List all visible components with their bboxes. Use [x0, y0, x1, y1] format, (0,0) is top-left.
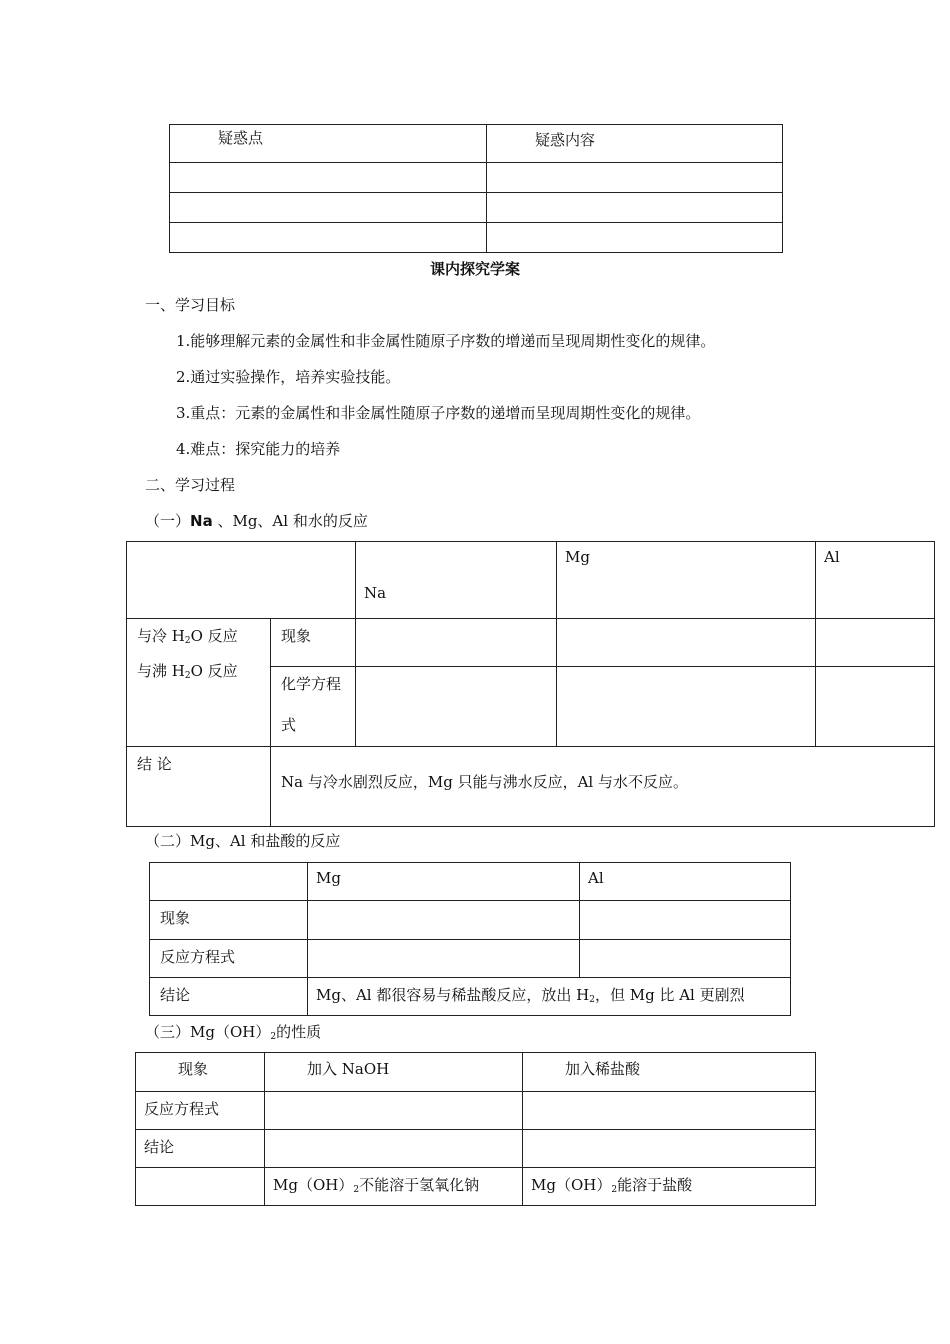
- naoh-equation-cell[interactable]: [265, 1092, 523, 1130]
- naoh-result-cell: [265, 1168, 523, 1206]
- al-equation-cell[interactable]: [816, 667, 935, 747]
- hcl-result-sub: 2: [611, 1185, 618, 1195]
- header-hcl: [523, 1053, 816, 1092]
- doubt-point-header: [170, 125, 487, 163]
- conclusion-text-cell: [271, 747, 935, 827]
- row-cold-water: [127, 619, 270, 646]
- part3-heading-post: 的性质: [276, 1023, 322, 1041]
- hcl-result-post: 能溶于盐酸: [617, 1176, 693, 1194]
- conclusion-text-sub: 2: [589, 995, 595, 1005]
- mg-equation-cell[interactable]: [308, 940, 580, 978]
- conclusion-text: [308, 978, 790, 1005]
- conclusion-label-cell: [136, 1130, 265, 1168]
- naoh-result: [265, 1168, 522, 1195]
- naoh-result-post: 不能溶于氢氧化钠: [359, 1176, 480, 1194]
- conclusion-text: Na 与冷水剧烈反应，Mg 只能与沸水反应，Al 与水不反应。: [281, 773, 688, 791]
- equation-label-cell: [150, 940, 308, 978]
- doubt-cell[interactable]: [487, 223, 783, 253]
- header-na: [356, 542, 557, 619]
- equation-label-cell: [271, 667, 356, 747]
- header-hcl-label: 加入稀盐酸: [565, 1060, 641, 1078]
- conclusion-text-post: ，但 Mg 比 Al 更剧烈: [594, 986, 745, 1004]
- conclusion-text-pre: Mg、Al 都很容易与稀盐酸反应，放出 H: [316, 986, 590, 1004]
- row-boil-water: [127, 646, 270, 681]
- header-naoh: [265, 1053, 523, 1092]
- conclusion-label: 结论: [144, 1138, 175, 1156]
- naoh-conclusion-cell[interactable]: [265, 1130, 523, 1168]
- phenomenon-label: 现象: [160, 909, 191, 927]
- part1-heading-na: Na: [190, 512, 213, 530]
- doubt-point-label: 疑惑点: [218, 129, 264, 147]
- equation-label: 反应方程式: [160, 948, 236, 966]
- al-phenomenon-cell[interactable]: [580, 901, 791, 940]
- na-equation-cell[interactable]: [356, 667, 557, 747]
- objective-item: 2.通过实验操作，培养实验技能。: [176, 368, 401, 386]
- hcl-result: [523, 1168, 815, 1195]
- al-phenomenon-cell[interactable]: [816, 619, 935, 667]
- naoh-result-sub: 2: [353, 1185, 360, 1195]
- objective-item: 3.重点：元素的金属性和非金属性随原子序数的递增而呈现周期性变化的规律。: [176, 404, 701, 422]
- mg-phenomenon-cell[interactable]: [308, 901, 580, 940]
- phenomenon-header-cell: [136, 1053, 265, 1092]
- objectives-heading: 一、学习目标: [145, 296, 236, 314]
- header-naoh-label: 加入 NaOH: [307, 1060, 390, 1078]
- part3-heading-sub: 2: [270, 1032, 277, 1042]
- conclusion-label-cell: [150, 978, 308, 1016]
- equation-label-cell: [136, 1092, 265, 1130]
- phenomenon-header: 现象: [178, 1060, 209, 1078]
- phenomenon-label-cell: [150, 901, 308, 940]
- objective-item: 1.能够理解元素的金属性和非金属性随原子序数的增递而呈现周期性变化的规律。: [176, 332, 716, 350]
- doubt-cell[interactable]: [487, 193, 783, 223]
- doubt-cell[interactable]: [170, 193, 487, 223]
- header-mg: [557, 542, 816, 619]
- header-mg-label: Mg: [316, 869, 341, 887]
- part1-heading: [145, 510, 368, 531]
- blank-label-cell: [136, 1168, 265, 1206]
- hcl-equation-cell[interactable]: [523, 1092, 816, 1130]
- row-boil-end: O 反应: [190, 662, 238, 680]
- al-equation-cell[interactable]: [580, 940, 791, 978]
- corner-cell: [150, 863, 308, 901]
- header-al: [580, 863, 791, 901]
- conclusion-label: 结 论: [137, 755, 172, 773]
- hcl-result-cell: [523, 1168, 816, 1206]
- row-cold-sub: 2: [184, 636, 191, 646]
- objective-item: 4.难点：探究能力的培养: [176, 440, 341, 458]
- header-al-label: Al: [824, 548, 840, 566]
- part1-heading-prefix: （一）: [145, 512, 191, 530]
- corner-cell: [127, 542, 356, 619]
- row-cold-end: O 反应: [190, 627, 238, 645]
- conclusion-label-cell: [127, 747, 271, 827]
- doubt-content-header: [487, 125, 783, 163]
- reaction-condition-cell: [127, 619, 271, 747]
- header-al: [816, 542, 935, 619]
- naoh-result-pre: Mg（OH）: [273, 1176, 354, 1194]
- header-mg: [308, 863, 580, 901]
- part1-heading-suffix: 、Mg、Al 和水的反应: [212, 512, 368, 530]
- phenomenon-label-cell: [271, 619, 356, 667]
- part2-heading: （二）Mg、Al 和盐酸的反应: [145, 832, 341, 850]
- row-boil-text: 与沸 H: [137, 662, 185, 680]
- phenomenon-label: 现象: [281, 627, 312, 645]
- header-mg-label: Mg: [565, 548, 590, 566]
- water-reaction-table: [126, 541, 935, 827]
- header-na-label: Na: [364, 584, 387, 602]
- equation-label-line2: 式: [281, 716, 297, 734]
- hcl-result-pre: Mg（OH）: [531, 1176, 612, 1194]
- process-heading: 二、学习过程: [145, 476, 236, 494]
- row-cold-text: 与冷 H: [137, 627, 185, 645]
- hcl-reaction-table: [149, 862, 791, 1016]
- section-title: 课内探究学案: [429, 260, 520, 278]
- conclusion-text-cell: [308, 978, 791, 1016]
- equation-label-line1: 化学方程: [281, 675, 342, 693]
- doubt-content-label: 疑惑内容: [535, 131, 596, 149]
- part3-heading-pre: （三）Mg（OH）: [145, 1023, 271, 1041]
- doubt-cell[interactable]: [170, 223, 487, 253]
- mgoh2-table: [135, 1052, 816, 1206]
- mg-phenomenon-cell[interactable]: [557, 619, 816, 667]
- hcl-conclusion-cell[interactable]: [523, 1130, 816, 1168]
- header-al-label: Al: [588, 869, 604, 887]
- mg-equation-cell[interactable]: [557, 667, 816, 747]
- part3-heading: [145, 1021, 321, 1042]
- doubt-cell[interactable]: [170, 163, 487, 193]
- equation-label: 反应方程式: [144, 1100, 220, 1118]
- conclusion-label: 结论: [160, 986, 191, 1004]
- na-phenomenon-cell[interactable]: [356, 619, 557, 667]
- doubt-cell[interactable]: [487, 163, 783, 193]
- row-boil-sub: 2: [184, 671, 191, 681]
- doubt-table: [169, 124, 783, 253]
